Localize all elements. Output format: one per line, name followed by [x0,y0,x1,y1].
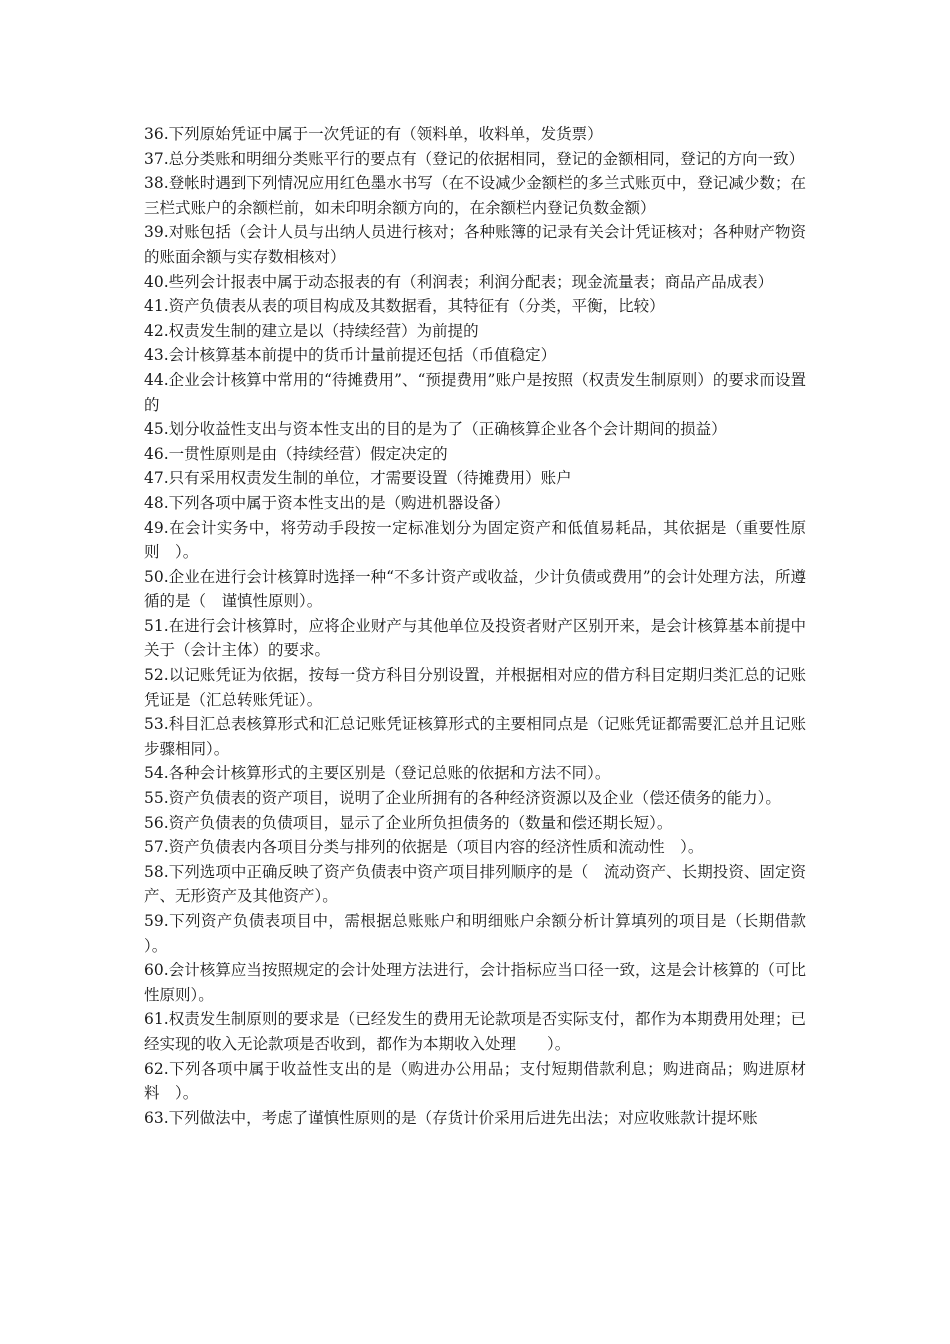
list-item: 56.资产负债表的负债项目，显示了企业所负担债务的（数量和偿还期长短）。 [144,813,673,832]
list-item: 44.企业会计核算中常用的“待摊费用”、“预提费用”账户是按照（权责发生制原则）的要求而设置的 [144,370,806,414]
list-item: 61.权责发生制原则的要求是（已经发生的费用无论款项是否实际支付，都作为本期费用处理；已经实现的收入无论款项是否收到，都作为本期收入处理 ）。 [144,1010,806,1053]
list-item: 42.权责发生制的建立是以（持续经营）为前提的 [144,321,479,340]
list-item: 50.企业在进行会计核算时选择一种“不多计资产或收益，少计负债或费用”的会计处理方法，所遵循的是（ 谨慎性原则）。 [144,567,806,611]
list-item: 52.以记账凭证为依据，按每一贷方科目分别设置，并根据相对应的借方科目定期归类汇总的记账凭证是（汇总转账凭证）。 [144,666,806,709]
list-item: 41.资产负债表从表的项目构成及其数据看，其特征有（分类，平衡，比较） [144,297,665,316]
list-item: 37.总分类账和明细分类账平行的要点有（登记的依据相同，登记的金额相同，登记的方向一致） [144,149,805,168]
list-item: 39.对账包括（会计人员与出纳人员进行核对；各种账簿的记录有关会计凭证核对；各种财产物资的账面余额与实存数相核对） [144,223,806,266]
question-list [144,122,838,1130]
list-item: 38.登帐时遇到下列情况应用红色墨水书写（在不设减少金额栏的多兰式账页中，登记减少数；在三栏式账户的余额栏前，如未印明余额方向的，在余额栏内登记负数金额） [144,174,806,217]
list-item: 59.下列资产负债表项目中，需根据总账账户和明细账户余额分析计算填列的项目是（长期借款 ）。 [144,912,838,955]
list-item: 60.会计核算应当按照规定的会计处理方法进行，会计指标应当口径一致，这是会计核算的（可比性原则）。 [144,961,806,1004]
list-item: 49.在会计实务中，将劳动手段按一定标准划分为固定资产和低值易耗品，其依据是（重要性原则 ）。 [144,518,806,562]
list-item: 57.资产负债表内各项目分类与排列的依据是（项目内容的经济性质和流动性 ）。 [144,838,704,857]
list-item: 46.一贯性原则是由（持续经营）假定决定的 [144,444,448,463]
list-item: 43.会计核算基本前提中的货币计量前提还包括（币值稳定） [144,346,557,365]
list-item: 45.划分收益性支出与资本性支出的目的是为了（正确核算企业各个会计期间的损益） [144,420,727,439]
list-item: 58.下列选项中正确反映了资产负债表中资产项目排列顺序的是（ 流动资产、长期投资、固定资产、无形资产及其他资产）。 [144,862,806,906]
list-item: 51.在进行会计核算时，应将企业财产与其他单位及投资者财产区别开来，是会计核算基本前提中关于（会计主体）的要求。 [144,616,806,660]
list-item: 62.下列各项中属于收益性支出的是（购进办公用品；支付短期借款利息；购进商品；购进原材料 ）。 [144,1059,806,1103]
list-item: 53.科目汇总表核算形式和汇总记账凭证核算形式的主要相同点是（记账凭证都需要汇总并且记账步骤相同）。 [144,715,806,758]
list-item: 55.资产负债表的资产项目，说明了企业所拥有的各种经济资源以及企业（偿还债务的能力）。 [144,789,781,808]
list-item: 54.各种会计核算形式的主要区别是（登记总账的依据和方法不同）。 [144,764,611,783]
list-item: 48.下列各项中属于资本性支出的是（购进机器设备） [144,493,510,512]
list-item: 63.下列做法中，考虑了谨慎性原则的是（存货计价采用后进先出法；对应收账款计提坏账 [144,1108,758,1127]
list-item: 36.下列原始凭证中属于一次凭证的有（领料单，收料单，发货票） [144,125,603,143]
list-item: 47.只有采用权责发生制的单位，才需要设置（待摊费用）账户 [144,469,572,488]
list-item: 40.些列会计报表中属于动态报表的有（利润表；利润分配表；现金流量表；商品产品成表） [144,272,774,291]
